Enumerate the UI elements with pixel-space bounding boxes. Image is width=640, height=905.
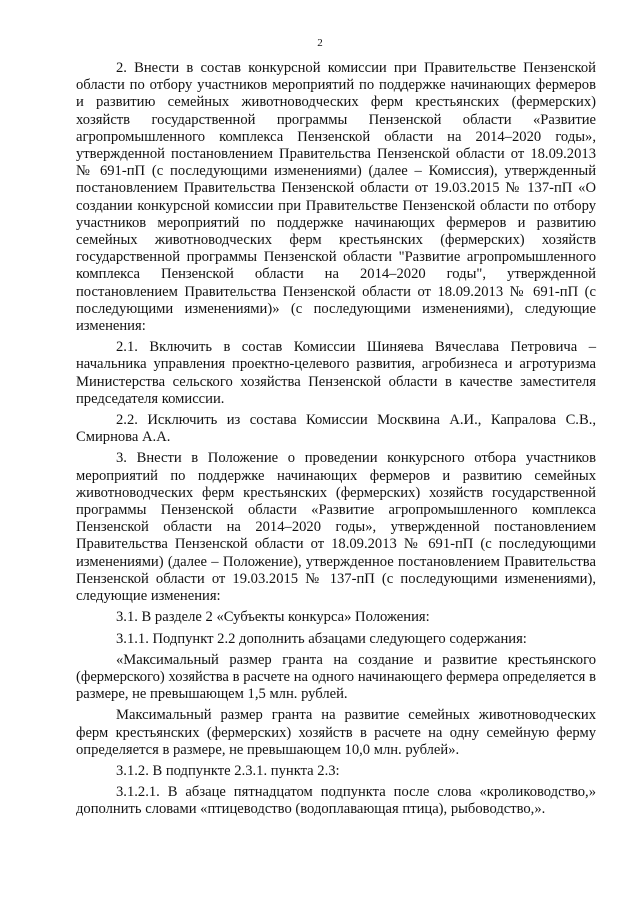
document-body	[76, 60, 596, 819]
paragraph-3-1-2-1-addition: 3.1.2.1. В абзаце пятнадцатом подпункта после слова «кролиководство,» дополнить словами «птицеводство (водоплавающая птица), рыбоводство,».	[76, 784, 596, 818]
page-number: 2	[317, 37, 323, 49]
paragraph-3-1-section-2: 3.1. В разделе 2 «Субъекты конкурса» Положения:	[116, 609, 430, 626]
paragraph-2-commission-amendments: 2. Внести в состав конкурсной комиссии при Правительстве Пензенской области по отбору участников мероприятий по поддержке начинающих фермеров и развитию семейных животноводческих ферм крестьянских (фермерских) хозяйств государственной программы Пензенской области «Развитие агропромышленного комплекса Пензенской области на 2014–2020 годы», утвержденной постановлением Правительства Пензенской области от 18.09.2013 № 691-пП (с последующими изменениями) (далее – Комиссия), утвержденный постановлением Правительства Пензенской области от 19.03.2015 № 137-пП «О создании конкурсной комиссии при Правительстве Пензенской области по отбору участников мероприятий по поддержке начинающих фермеров и развитию семейных животноводческих ферм крестьянских (фермерских) хозяйств государственной программы Пензенской области "Развитие агропромышленного комплекса Пензенской области на 2014–2020 годы", утвержденной постановлением Правительства Пензенской области от 18.09.2013 № 691-пП (с последующими изменениями)» (с последующими изменениями), следующие изменения:	[76, 60, 596, 335]
paragraph-3-regulation-amendments: 3. Внести в Положение о проведении конкурсного отбора участников мероприятий по поддержке начинающих фермеров и развитию семейных животноводческих ферм крестьянских (фермерских) хозяйств государственной программы Пензенской области «Развитие агропромышленного комплекса Пензенской области на 2014–2020 годы», утвержденной постановлением Правительства Пензенской области от 18.09.2013 № 691-пП (с последующими изменениями) (далее – Положение), утвержденное постановлением Правительства Пензенской области от 19.03.2015 № 137-пП (с последующими изменениями), следующие изменения:	[76, 450, 596, 605]
paragraph-2-1-include-member: 2.1. Включить в состав Комиссии Шиняева Вячеслава Петровича – начальника управления проектно-целевого развития, агробизнеса и агротуризма Министерства сельского хозяйства Пензенской области в качестве заместителя председателя комиссии.	[76, 339, 596, 407]
paragraph-3-1-1-subitem-2-2: 3.1.1. Подпункт 2.2 дополнить абзацами следующего содержания:	[116, 630, 527, 647]
paragraph-2-2-exclude-members: 2.2. Исключить из состава Комиссии Москвина А.И., Капралова С.В., Смирнова А.А.	[76, 412, 596, 446]
paragraph-max-grant-farmer: «Максимальный размер гранта на создание и развитие крестьянского (фермерского) хозяйства в расчете на одного начинающего фермера определяется в размере, не превышающем 1,5 млн. рублей.	[76, 651, 596, 703]
paragraph-3-1-2-subitem-2-3-1: 3.1.2. В подпункте 2.3.1. пункта 2.3:	[116, 762, 340, 779]
paragraph-max-grant-family-farm: Максимальный размер гранта на развитие семейных животноводческих ферм крестьянских (фермерских) хозяйств в расчете на одну семейную ферму определяется в размере, не превышающем 10,0 млн. рублей».	[76, 707, 596, 758]
